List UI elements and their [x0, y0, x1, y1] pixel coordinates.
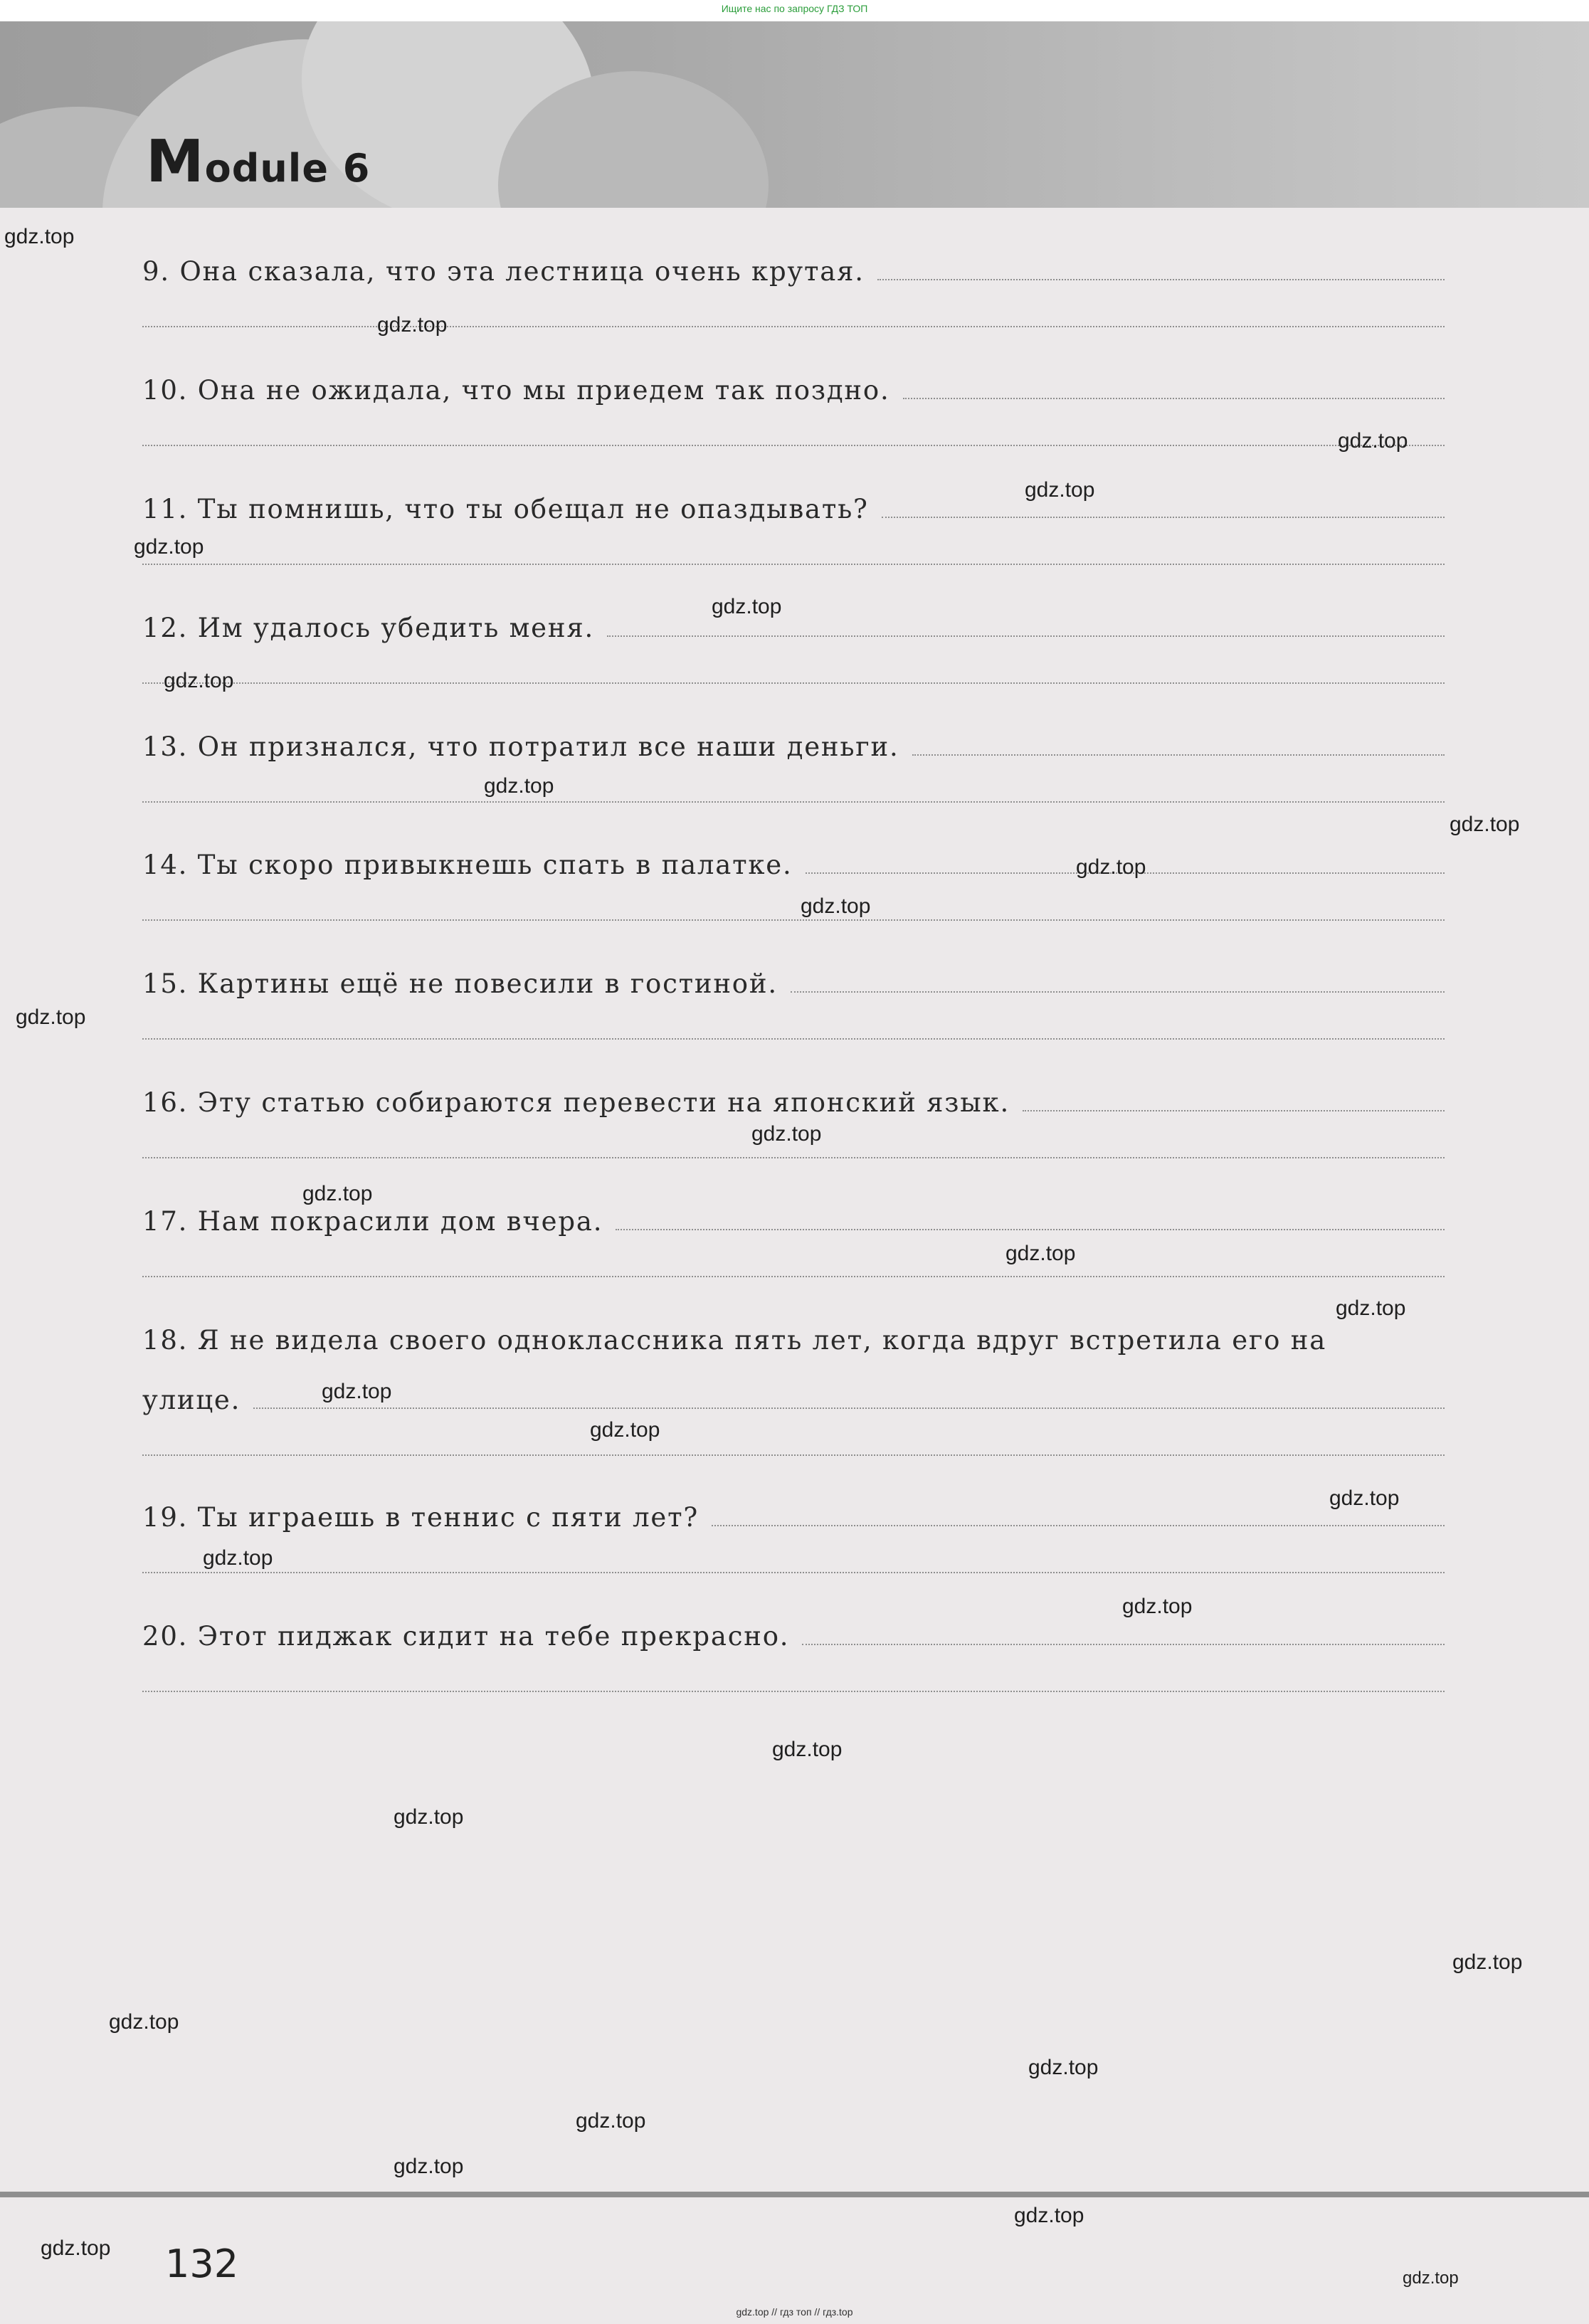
exercise-14 [142, 850, 1445, 921]
exercise-text: 16. Эту статью собираются перевести на японский язык. [142, 1087, 1010, 1118]
exercise-10 [142, 375, 1445, 446]
watermark: gdz.top [1329, 1486, 1400, 1510]
watermark: gdz.top [712, 595, 782, 618]
exercise-11 [142, 494, 1445, 565]
watermark: gdz.top [4, 225, 75, 248]
answer-line[interactable] [912, 754, 1445, 756]
exercise-13 [142, 731, 1445, 803]
answer-line[interactable] [877, 278, 1445, 280]
answer-line[interactable] [142, 1571, 1445, 1573]
watermark: gdz.top [1014, 2204, 1084, 2227]
exercise-text: 9. Она сказала, что эта лестница очень крутая. [142, 256, 865, 287]
watermark: gdz.top [1336, 1296, 1406, 1320]
answer-line[interactable] [607, 635, 1445, 637]
watermark: gdz.top [1028, 2056, 1099, 2079]
answer-line[interactable] [142, 325, 1445, 327]
module-title-rest: odule 6 [204, 146, 371, 191]
answer-line[interactable] [903, 397, 1445, 399]
watermark: gdz.top [1005, 1242, 1076, 1265]
exercise-text: 17. Нам покрасили дом вчера. [142, 1206, 603, 1237]
answer-line[interactable] [142, 682, 1445, 684]
answer-line[interactable] [802, 1643, 1445, 1645]
watermark: gdz.top [377, 313, 448, 337]
watermark: gdz.top [1122, 1595, 1193, 1618]
watermark: gdz.top [394, 1805, 464, 1829]
exercise-text: 19. Ты играешь в теннис с пяти лет? [142, 1502, 699, 1533]
answer-line[interactable] [616, 1228, 1445, 1230]
watermark: gdz.top [1450, 813, 1520, 836]
watermark: gdz.top [41, 2236, 111, 2260]
answer-line[interactable] [142, 1037, 1445, 1040]
module-title-initial: M [146, 128, 205, 196]
watermark: gdz.top [109, 2010, 179, 2034]
workbook-page [0, 21, 1589, 2324]
watermark: gdz.top [203, 1546, 273, 1570]
top-note: Ищите нас по запросу ГДЗ ТОП [721, 3, 868, 14]
exercise-text: 20. Этот пиджак сидит на тебе прекрасно. [142, 1621, 790, 1652]
answer-line[interactable] [142, 1454, 1445, 1456]
exercise-text: 12. Им удалось убедить меня. [142, 613, 595, 643]
exercise-text: 18. Я не видела своего одноклассника пять лет, когда вдруг встретила его на [142, 1325, 1327, 1356]
exercise-20 [142, 1621, 1445, 1692]
watermark: gdz.top [1338, 429, 1408, 453]
module-title [146, 128, 370, 196]
watermark: gdz.top [394, 2155, 464, 2178]
watermark: gdz.top [801, 894, 871, 918]
watermark: gdz.top [1076, 855, 1146, 879]
watermark: gdz.top [16, 1005, 86, 1029]
answer-line[interactable] [142, 563, 1445, 565]
answer-line[interactable] [142, 1275, 1445, 1277]
watermark: gdz.top [322, 1380, 392, 1403]
watermark: gdz.top [302, 1182, 373, 1205]
answer-line[interactable] [712, 1524, 1445, 1526]
answer-line[interactable] [142, 1690, 1445, 1692]
bottom-note: gdz.top // гдз топ // гдз.top [736, 2306, 853, 2318]
answer-line[interactable] [253, 1407, 1445, 1409]
exercise-9 [142, 256, 1445, 327]
watermark: gdz.top [751, 1122, 822, 1146]
watermark: gdz.top [134, 535, 204, 559]
exercise-17 [142, 1206, 1445, 1277]
exercise-text-continued: улице. [142, 1385, 241, 1415]
footer-rule [0, 2192, 1589, 2197]
watermark: gdz.top [1452, 1950, 1523, 1974]
answer-line[interactable] [142, 444, 1445, 446]
answer-line[interactable] [142, 1156, 1445, 1158]
exercise-19 [142, 1502, 1445, 1573]
watermark: gdz.top [772, 1738, 843, 1761]
answer-line[interactable] [882, 516, 1445, 518]
exercise-text: 11. Ты помнишь, что ты обещал не опаздывать? [142, 494, 869, 524]
answer-line[interactable] [142, 919, 1445, 921]
exercise-text: 10. Она не ожидала, что мы приедем так поздно. [142, 375, 890, 406]
exercise-text: 15. Картины ещё не повесили в гостиной. [142, 968, 778, 999]
watermark: gdz.top [484, 774, 554, 798]
header-band [0, 21, 1589, 208]
watermark: gdz.top [590, 1418, 660, 1442]
watermark: gdz.top [1025, 478, 1095, 502]
page-number: 132 [165, 2241, 239, 2286]
watermark: gdz.top [1403, 2268, 1459, 2288]
answer-line[interactable] [791, 991, 1445, 993]
exercise-text: 13. Он признался, что потратил все наши деньги. [142, 731, 899, 762]
watermark: gdz.top [164, 669, 234, 692]
answer-line[interactable] [1023, 1109, 1445, 1111]
answer-line[interactable] [142, 801, 1445, 803]
exercise-text: 14. Ты скоро привыкнешь спать в палатке. [142, 850, 793, 880]
watermark: gdz.top [576, 2109, 646, 2133]
exercise-15 [142, 968, 1445, 1040]
exercise-12 [142, 613, 1445, 684]
